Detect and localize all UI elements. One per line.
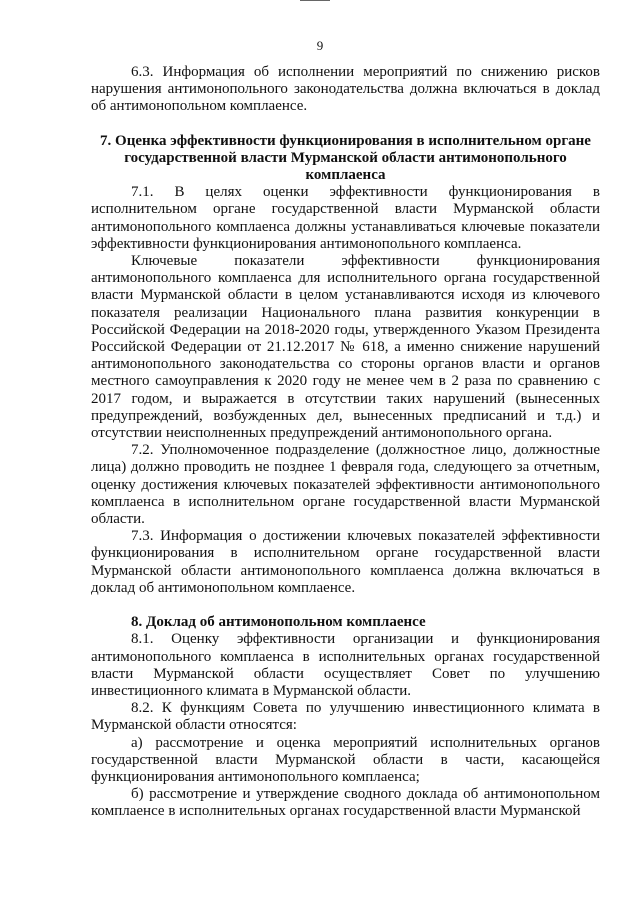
section-7-heading: 7. Оценка эффективности функционирования в исполнительном органе государственной власти Мурманской области антимонопольного комплаенса [100,132,591,184]
section-8-heading: 8. Доклад об антимонопольном комплаенсе [131,614,426,631]
paragraph-6-3: 6.3. Информация об исполнении мероприятий по снижению рисков нарушения антимонопольного законодательства должна включаться в доклад об антимонопольном комплаенсе. [91,64,600,115]
paragraph-8-2-a: а) рассмотрение и оценка мероприятий исполнительных органов государственной власти Мурманской области в части, касающейся функционирования антимонопольного комплаенса; [91,734,600,785]
paragraph-7-1: 7.1. В целях оценки эффективности функционирования в исполнительном органе государственной власти Мурманской области антимонопольного комплаенса должны устанавливаться ключевые показатели эффективности функционирования антимонопольного комплаенса. [91,184,600,252]
paragraph-8-2-b: б) рассмотрение и утверждение сводного доклада об антимонопольном комплаенсе в исполнительных органах государственной власти Мурманской [91,786,600,820]
paragraph-7-3: 7.3. Информация о достижении ключевых показателей эффективности функционирования в исполнительном органе государственной власти Мурманской области антимонопольного комплаенса должна включаться в доклад об антимонопольном комплаенсе. [91,528,600,596]
paragraph-7-2: 7.2. Уполномоченное подразделение (должностное лицо, должностные лица) должно проводить не позднее 1 февраля года, следующего за отчетным, оценку достижения ключевых показателей эффективности антимонопольного комплаенса в исполнительном органе государственной власти Мурманской области. [91,442,600,528]
spacer [91,597,600,614]
paragraph-7-1-kpi: Ключевые показатели эффективности функционирования антимонопольного комплаенса для исполнительного органа государственной власти Мурманской области в целом устанавливаются исходя из ключевого показателя реализации Национального плана развития конкуренции в Российской Федерации на 2018-2020 годы, утвержденного Указом Президента Российской Федерации от 21.12.2017 № 618, а именно снижение нарушений антимонопольного законодательства со стороны органов власти и органов местного самоуправления к 2020 году не менее чем в 2 раза по сравнению с 2017 годом, и выражается в отсутствии таких нарушений (вынесенных предупреждений, возбужденных дел, вынесенных предписаний и т.д.) и отсутствии неисполненных предупреждений антимонопольного органа. [91,253,600,442]
document-body [91,64,600,821]
spacer [91,116,600,133]
page-number: 9 [316,38,324,53]
paragraph-8-2: 8.2. К функциям Совета по улучшению инвестиционного климата в Мурманской области относятся: [91,700,600,734]
scan-mark [300,0,330,1]
paragraph-8-1: 8.1. Оценку эффективности организации и функционирования антимонопольного комплаенса в исполнительных органах государственной власти Мурманской области осуществляет Совет по улучшению инвестиционного климата в Мурманской области. [91,631,600,699]
